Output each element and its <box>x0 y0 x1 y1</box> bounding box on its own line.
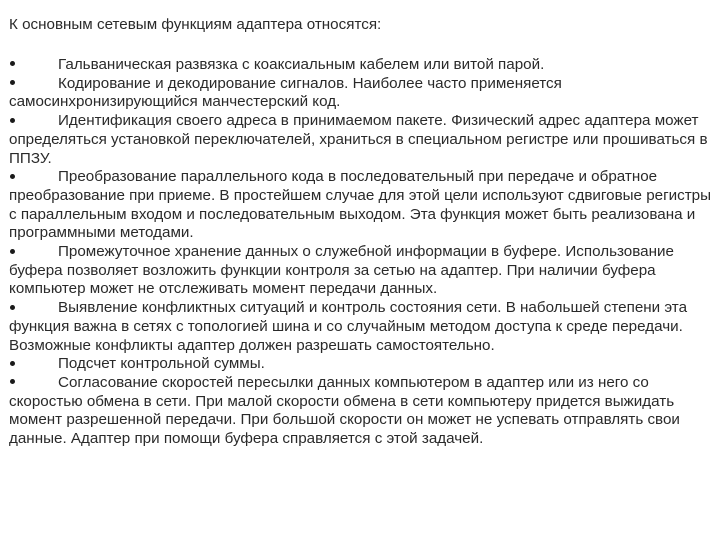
list-item-text: Идентификация своего адреса в принимаемом пакете. Физический адрес адаптера может определяться установкой переключателей, храниться в специальном регистре или прошиваться в ППЗУ. <box>9 112 708 167</box>
list-item-text: Промежуточное хранение данных о служебной информации в буфере. Использование буфера позволяет возложить функции контроля за сетью на адаптер. При наличии буфера компьютер может не отслеживать момент передачи данных. <box>9 243 674 298</box>
bullet-dot-icon <box>10 174 15 179</box>
bullet-dot-icon <box>10 361 15 366</box>
list-item <box>9 299 715 355</box>
list-item <box>9 374 715 449</box>
intro-text: К основным сетевым функциям адаптера относятся: <box>9 16 382 33</box>
functions-list <box>9 56 715 449</box>
list-item <box>9 355 715 374</box>
bullet-dot-icon <box>10 118 15 123</box>
list-item-text: Гальваническая развязка с коаксиальным кабелем или витой парой. <box>58 56 545 73</box>
list-item-text: Выявление конфликтных ситуаций и контроль состояния сети. В набольшей степени эта функция важна в сетях с топологией шина и со случайным методом доступа к среде передачи. Возможные конфликты адаптер должен разрешать самостоятельно. <box>9 299 688 354</box>
bullet-dot-icon <box>10 379 15 384</box>
list-item-text: Согласование скоростей пересылки данных компьютером в адаптер или из него со скоростью обмена в сети. При малой скорости обмена в сети компьютеру придется выжидать момент разрешенной передачи. При большой скорости он может не успевать отправлять свои данные. Адаптер при помощи буфера справляется с этой задачей. <box>9 373 680 448</box>
list-item <box>9 112 715 168</box>
bullet-dot-icon <box>10 249 15 254</box>
list-item <box>9 56 715 75</box>
list-item-text: Подсчет контрольной суммы. <box>58 355 265 373</box>
bullet-dot-icon <box>10 80 15 85</box>
bullet-dot-icon <box>10 61 15 66</box>
list-item <box>9 243 715 299</box>
list-item <box>9 168 715 243</box>
list-item-text: Кодирование и декодирование сигналов. Наиболее часто применяется самосинхронизирующийся манчестерский код. <box>9 74 562 111</box>
list-item-text: Преобразование параллельного кода в последовательный при передаче и обратное преобразование при приеме. В простейшем случае для этой цели используют сдвиговые регистры с параллельным входом и последовательным выходом. Эта функция может быть реализована и программными методами. <box>9 168 712 242</box>
list-item <box>9 75 715 112</box>
bullet-dot-icon <box>10 305 15 310</box>
